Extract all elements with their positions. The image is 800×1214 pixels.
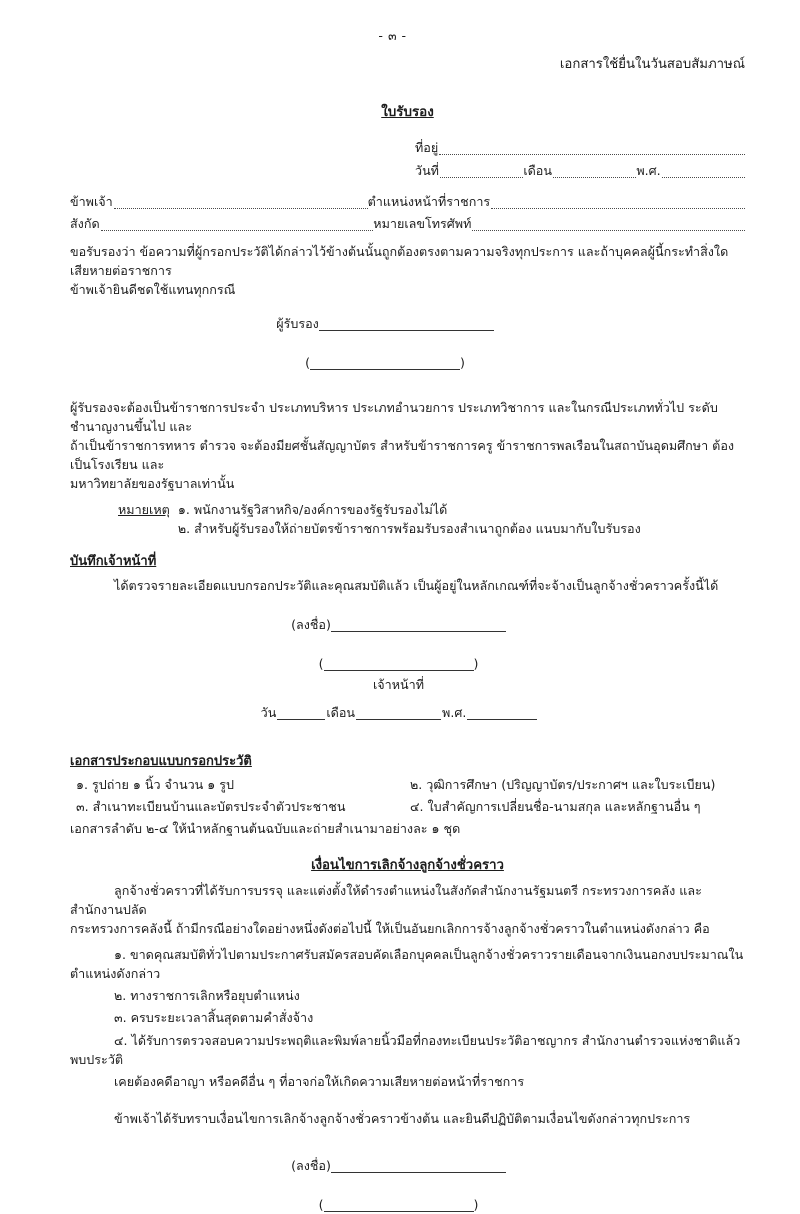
certifier-name-line [25,353,745,372]
officer-note-body: ได้ตรวจรายละเอียดแบบกรอกประวัติและคุณสมบัติแล้ว เป็นผู้อยู่ในหลักเกณฑ์ที่จะจ้างเป็นลูกจ้างชั่วคราวครั้งนี้ได้ [114,577,719,593]
document-item-2: ๒. วุฒิการศึกษา (ปริญญาบัตร/ประกาศฯ และใบระเบียน) [410,777,716,793]
officer-day-input[interactable] [277,709,325,721]
position-label: ตำแหน่งหน้าที่ราชการ [367,193,491,209]
documents-footnote: เอกสารลำดับ ๒-๔ ให้นำหลักฐานต้นฉบับและถ่ายสำเนามาอย่างละ ๑ ชุด [70,821,461,837]
date-label: วันที่ [415,162,439,178]
affiliation-label: สังกัด [70,216,100,231]
officer-close-paren: ) [473,655,479,671]
name-input[interactable] [114,198,368,209]
termination-intro-line-1: ลูกจ้างชั่วคราวที่ได้รับการบรรจุ และแต่งตั้งให้ดำรงตำแหน่งในสังกัดสำนักงานรัฐมนตรี กระทรวงการคลัง และสำนักงานปลัด [70,882,702,917]
documents-list [70,775,745,838]
officer-year-label: พ.ศ. [442,705,467,721]
affiliation-phone-row [70,214,745,233]
certification-statement-line-1: ขอรับรองว่า ข้อความที่ผู้กรอกประวัติได้กล่าวไว้ข้างต้นนั้นถูกต้องตรงตามความจริงทุกประการ และถ้าบุคคลผู้นี้กระทำสิ่งใดเสียหายต่อราชการ [70,244,729,279]
form-title-text: ใบรับรอง [381,105,434,121]
officer-note-heading-text: บันทึกเจ้าหน้าที่ [70,553,157,569]
documents-row [70,775,745,794]
document-header-label: เอกสารใช้ยื่นในวันสอบสัมภาษณ์ [559,57,745,73]
acknowledgement-sign-label: (ลงชื่อ) [291,1158,331,1174]
termination-condition-1: ๑. ขาดคุณสมบัติทั่วไปตามประกาศรับสมัครสอบคัดเลือกบุคคลเป็นลูกจ้างชั่วคราวรายเดือนจากเงินนอกงบประมาณในตำแหน่งดังกล่าว [70,946,744,982]
officer-signature-block [52,615,745,723]
documents-row [70,797,745,816]
close-paren: ) [460,354,465,370]
termination-condition-3: ๓. ครบระยะเวลาสิ้นสุดตามคำสั่งจ้าง [114,1010,314,1026]
officer-open-paren: ( [318,655,324,671]
officer-month-input[interactable] [356,709,441,721]
date-month-input[interactable] [553,167,636,178]
document-item-1: ๑. รูปถ่าย ๑ นิ้ว จำนวน ๑ รูป [76,777,235,793]
officer-signature-line [52,615,745,634]
address-date-block [415,138,745,180]
officer-name-line [52,654,745,673]
certifier-signature-line [25,314,745,333]
phone-input[interactable] [472,220,745,231]
certification-statement-line-2: ข้าพเจ้ายินดีชดใช้แทนทุกกรณี [70,282,236,298]
officer-day-label: วัน [260,705,277,721]
document-item-4: ๔. ใบสำคัญการเปลี่ยนชื่อ-นามสกุล และหลักฐานอื่น ๆ [410,799,701,815]
address-label: ที่อยู่ [415,139,439,155]
termination-intro-line-2: กระทรวงการคลังนี้ ถ้ามีกรณีอย่างใดอย่างหนึ่งดังต่อไปนี้ ให้เป็นอันยกเลิกการจ้างลูกจ้างชั่วคราวในตำแหน่งดังกล่าว คือ [70,920,710,936]
address-input[interactable] [439,143,745,154]
note-item-2: ๒. สำหรับผู้รับรองให้ถ่ายบัตรข้าราชการพร้อมรับรองสำเนาถูกต้อง แนบมากับใบรับรอง [177,520,641,536]
acknowledgement-close-paren: ) [473,1197,479,1213]
date-field-row [415,161,745,180]
notes-label: หมายเหตุ [118,501,170,517]
termination-conditions-list [70,945,745,1091]
document-item-3: ๓. สำเนาทะเบียนบ้านและบัตรประจำตัวประชาชน [76,799,346,815]
note-item-1: ๑. พนักงานรัฐวิสาหกิจ/องค์การของรัฐรับรองไม่ได้ [177,501,448,517]
certification-statement [70,242,745,299]
open-paren: ( [305,354,310,370]
form-title [70,103,745,123]
documents-heading-text: เอกสารประกอบแบบกรอกประวัติ [70,754,252,770]
acknowledgement-open-paren: ( [318,1197,324,1213]
officer-signature-caption: เจ้าหน้าที่ [372,677,425,692]
position-input[interactable] [491,198,745,209]
name-label: ข้าพเจ้า [70,193,113,209]
document-content [70,26,745,1214]
acknowledgement-name-input[interactable] [324,1201,474,1213]
date-year-input[interactable] [662,167,745,178]
address-field-row [415,138,745,157]
acknowledgement-signature-input[interactable] [331,1162,506,1174]
termination-condition-4: ๔. ได้รับการตรวจสอบความประพฤติและพิมพ์ลายนิ้วมือที่กองทะเบียนประวัติอาชญากร สำนักงานตำรวจแห่งชาติแล้วพบประวัติ [70,1032,741,1067]
termination-condition-2: ๒. ทางราชการเลิกหรือยุบตำแหน่ง [114,988,300,1004]
officer-date-line [52,703,745,722]
qualification-line-2: ถ้าเป็นข้าราชการทหาร ตำรวจ จะต้องมียศชั้นสัญญาบัตร สำหรับข้าราชการครู ข้าราชการพลเรือนในสถาบันอุดมศึกษา ต้องเป็นโรงเรียน และ [70,438,735,473]
officer-signature-input[interactable] [331,620,506,632]
documents-heading [70,752,745,772]
phone-label: หมายเลขโทรศัพท์ [373,216,472,231]
notes-block [70,500,745,538]
note-row-1 [118,500,745,519]
termination-heading [70,856,745,876]
qualification-line-3: มหาวิทยาลัยของรัฐบาลเท่านั้น [70,476,235,492]
officer-name-input[interactable] [324,659,474,671]
month-label: เดือน [523,162,552,178]
date-day-input[interactable] [440,167,523,178]
name-position-row [70,192,745,211]
note-row-2 [118,519,745,538]
acknowledgement-name-line [52,1195,745,1214]
qualification-paragraph [70,398,745,494]
certifier-signature-block [25,314,745,372]
year-label: พ.ศ. [636,162,661,178]
affiliation-input[interactable] [101,220,374,231]
certifier-name-input[interactable] [310,358,460,370]
termination-condition-4-continued: เคยต้องคดีอาญา หรือคดีอื่น ๆ ที่อาจก่อให้เกิดความเสียหายต่อหน้าที่ราชการ [114,1073,525,1089]
page-number: - ๓ - [378,28,407,43]
termination-acknowledgement: ข้าพเจ้าได้รับทราบเงื่อนไขการเลิกจ้างลูกจ้างชั่วคราวข้างต้น และยินดีปฏิบัติตามเงื่อนไขดังกล่าวทุกประการ [114,1110,691,1126]
qualification-line-1: ผู้รับรองจะต้องเป็นข้าราชการประจำ ประเภทบริหาร ประเภทอำนวยการ ประเภทวิชาการ และในกรณีประเภททั่วไป ระดับชำนาญงานขึ้นไป และ [70,399,718,434]
officer-note-heading [70,552,745,572]
certifier-label: ผู้รับรอง [276,315,319,331]
officer-sign-label: (ลงชื่อ) [291,616,331,632]
acknowledgement-signature-line [52,1156,745,1175]
termination-heading-text: เงื่อนไขการเลิกจ้างลูกจ้างชั่วคราว [311,858,504,874]
certifier-signature-input[interactable] [319,319,494,331]
officer-month-label: เดือน [326,705,356,721]
acknowledgement-signature-block [52,1156,745,1214]
officer-year-input[interactable] [467,709,537,721]
